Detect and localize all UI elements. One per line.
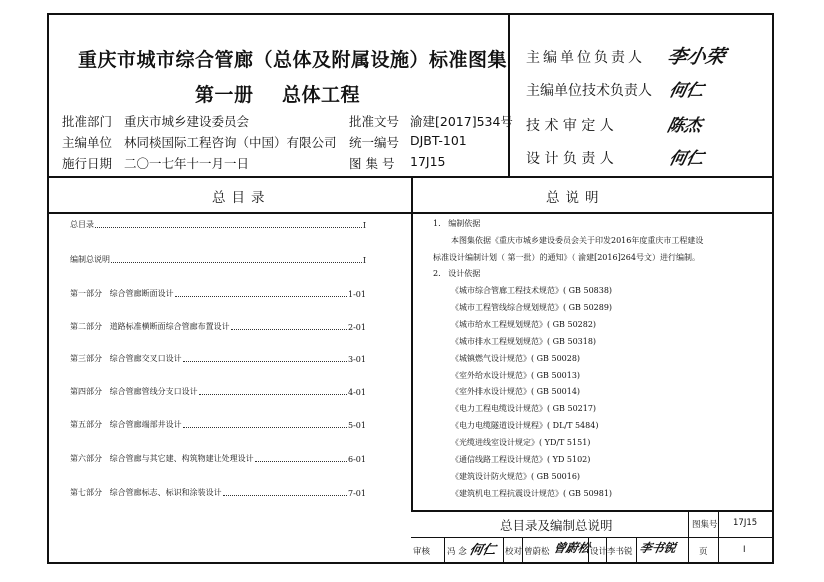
standard-item: 《城市排水工程规划规范》( GB 50318) <box>451 336 597 346</box>
approval-dept-label: 批准部门 <box>62 114 113 129</box>
approval-no-value: 渝建[2017]534号 <box>410 114 513 129</box>
atlas-no-value-tb: 17J15 <box>733 518 758 528</box>
atlas-no-label: 图 集 号 <box>349 156 395 171</box>
toc-page: 6-01 <box>348 455 366 464</box>
standard-item: 《城市综合管廊工程技术规范》( GB 50838) <box>451 286 613 295</box>
standard-item: 《室外排水设计规范》( GB 50014) <box>451 387 581 397</box>
titleblock-top-line <box>411 510 774 512</box>
toc-leader-dots <box>223 494 347 496</box>
standard-item: 《城市给水工程规划规范》( GB 50282) <box>451 319 597 329</box>
toc-leader-dots <box>111 261 362 263</box>
toc-row <box>70 484 366 498</box>
titleblock-cell-1 <box>444 537 445 564</box>
toc-leader-dots <box>255 460 347 462</box>
toc-leader-dots <box>199 393 347 395</box>
signature-2: 何仁 <box>667 81 706 101</box>
toc-heading: 总目录 <box>212 190 271 206</box>
unified-no-value: DJBT-101 <box>410 133 467 148</box>
toc-label: 总目录 <box>70 220 94 229</box>
toc-row <box>70 383 366 397</box>
toc-page: 7-01 <box>348 489 366 498</box>
responsible-role-3: 技 术 审 定 人 <box>526 118 614 134</box>
toc-label: 第一部分 综合管廊断面设计 <box>70 289 174 298</box>
toc-page: 5-01 <box>348 421 366 430</box>
toc-page: I <box>362 221 366 230</box>
signature-3: 陈杰 <box>665 116 704 136</box>
designer-name: 李书锐 <box>607 547 633 557</box>
toc-row <box>70 285 366 299</box>
unified-no-label: 统一编号 <box>349 135 400 150</box>
page-label: 页 <box>699 547 708 557</box>
review-label: 审核 <box>413 547 431 557</box>
toc-row <box>70 416 366 430</box>
chief-unit-value: 林同棪国际工程咨询（中国）有限公司 <box>124 135 337 150</box>
toc-leader-dots <box>231 328 347 330</box>
standard-item: 《城镇燃气设计规范》( GB 50028) <box>451 353 581 363</box>
toc-page: 4-01 <box>348 388 366 397</box>
standard-item: 《城市工程管线综合规划规范》( GB 50289) <box>451 302 613 312</box>
notes-section2-title: 2. 设计依据 <box>433 269 481 278</box>
standard-item: 《通信线路工程设计规范》( YD 5102) <box>451 455 591 464</box>
toc-label: 第四部分 综合管廊管线分支口设计 <box>70 387 198 396</box>
designer-signature: 李书锐 <box>638 541 678 555</box>
titleblock-atlas-value-split <box>718 510 719 564</box>
atlas-title: 重庆市城市综合管廊（总体及附属设施）标准图集 <box>78 49 508 71</box>
titleblock-atlas-split <box>688 510 689 564</box>
header-vertical-divider <box>508 13 510 176</box>
toc-label: 第六部分 综合管廊与其它建、构筑物建让处理设计 <box>70 454 254 463</box>
toc-row <box>70 350 366 364</box>
titleblock-cell-6 <box>636 537 637 564</box>
toc-page: I <box>362 256 366 265</box>
reviewer-name: 冯 念 <box>447 547 467 557</box>
toc-page: 3-01 <box>348 355 366 364</box>
notes-section1-line2: 标准设计编制计划（ 第一批）的通知》（ 渝建[2016]264号文）进行编制。 <box>433 253 700 262</box>
toc-leader-dots <box>175 295 347 297</box>
standard-item: 《室外给水设计规范》( GB 50013) <box>451 370 581 380</box>
toc-label: 编制总说明 <box>70 255 110 264</box>
toc-page: 2-01 <box>348 323 366 332</box>
toc-row <box>70 251 366 265</box>
standard-item: 《电力电缆隧道设计规程》( DL/T 5484) <box>451 421 599 431</box>
atlas-no-value: 17J15 <box>410 154 446 169</box>
toc-row <box>70 450 366 464</box>
responsible-role-1: 主编单位负责人 <box>526 50 645 66</box>
responsible-role-2: 主编单位技术负责人 <box>526 83 652 99</box>
standard-item: 《建筑机电工程抗震设计规范》( GB 50981) <box>451 488 613 498</box>
standard-item: 《光缆进线室设计规定》( YD/T 5151) <box>451 438 591 448</box>
checker-name: 曾蔚松 <box>524 547 550 557</box>
standard-item: 《建筑设计防火规范》( GB 50016) <box>451 471 581 481</box>
notes-heading: 总说明 <box>546 190 605 206</box>
page-value: I <box>743 545 746 555</box>
approval-no-label: 批准文号 <box>349 114 400 129</box>
check-label: 校对 <box>505 547 523 557</box>
reviewer-signature: 何仁 <box>467 543 498 558</box>
implement-date-value: 二〇一七年十一月一日 <box>124 156 250 171</box>
implement-date-label: 施行日期 <box>62 156 113 171</box>
responsible-role-4: 设 计 负 责 人 <box>526 151 614 167</box>
toc-leader-dots <box>95 226 362 228</box>
chief-unit-label: 主编单位 <box>62 135 113 150</box>
notes-section1-title: 1. 编制依据 <box>433 219 481 228</box>
standard-item: 《电力工程电缆设计规范》( GB 50217) <box>451 404 597 414</box>
toc-label: 第五部分 综合管廊端部井设计 <box>70 420 182 429</box>
approval-dept-value: 重庆市城乡建设委员会 <box>124 114 250 129</box>
column-divider <box>411 176 413 510</box>
toc-leader-dots <box>183 426 347 428</box>
titleblock-cell-3 <box>522 537 523 564</box>
toc-row <box>70 318 366 332</box>
titleblock-cell-2 <box>503 537 504 564</box>
titleblock-mid-line <box>411 537 774 538</box>
notes-section1-line1: 本图集依据《重庆市城乡建设委员会关于印发2016年度重庆市工程建设 <box>451 236 704 245</box>
toc-row <box>70 216 366 230</box>
signature-4: 何仁 <box>667 149 706 169</box>
volume-title: 第一册 总体工程 <box>195 84 360 106</box>
signature-1: 李小荣 <box>665 46 728 68</box>
toc-label: 第二部分 道路标准横断面综合管廊布置设计 <box>70 322 230 331</box>
atlas-no-label-tb: 图集号 <box>692 520 718 530</box>
toc-label: 第七部分 综合管廊标志、标识和涂装设计 <box>70 488 222 497</box>
checker-signature: 曾蔚松 <box>552 541 592 555</box>
toc-label: 第三部分 综合管廊交叉口设计 <box>70 354 182 363</box>
toc-page: 1-01 <box>348 290 366 299</box>
design-label: 设计 <box>590 547 608 557</box>
drawing-title: 总目录及编制总说明 <box>500 518 613 533</box>
toc-leader-dots <box>183 360 347 362</box>
